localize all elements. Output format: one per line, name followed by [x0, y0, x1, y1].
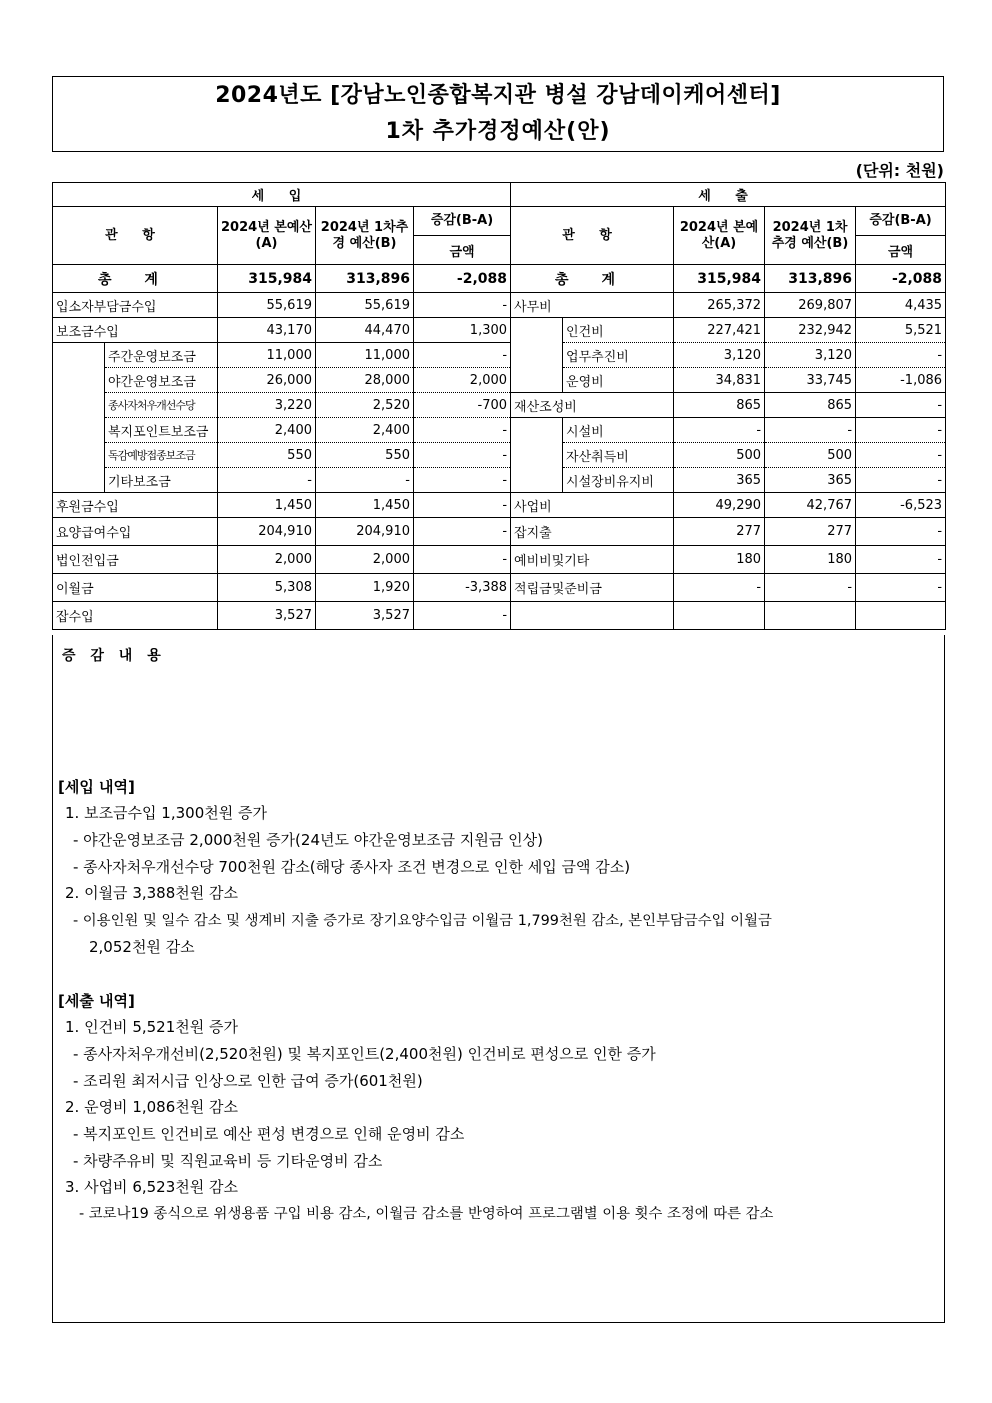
expense-empty-label [511, 602, 674, 630]
income-amount-header: 금액 [414, 236, 511, 265]
expense-note-line: - 종사자처우개선비(2,520천원) 및 복지포인트(2,400천원) 인건비로 편성으로 인한 증가 [73, 1045, 656, 1063]
income-row-a: 43,170 [218, 318, 316, 343]
income-indent-cell [53, 343, 105, 493]
expense-row-a: - [674, 418, 765, 443]
expense-empty-diff [856, 602, 946, 630]
income-row-diff: 1,300 [414, 318, 511, 343]
income-notes-title: [세입 내역] [58, 778, 135, 796]
expense-row-diff: 5,521 [856, 318, 946, 343]
unit-label: (단위: 천원) [855, 161, 944, 180]
income-row-b: 1,450 [316, 493, 414, 518]
expense-row-a: 265,372 [674, 293, 765, 318]
income-row-b: 2,000 [316, 546, 414, 574]
income-row-diff: - [414, 343, 511, 368]
expense-row-a: 865 [674, 393, 765, 418]
income-total-b: 313,896 [316, 265, 414, 293]
expense-row-b: - [765, 574, 856, 602]
income-row-b: 3,527 [316, 602, 414, 630]
income-row-label: 기타보조금 [105, 468, 218, 493]
expense-row-label: 업무추진비 [563, 343, 674, 368]
income-header: 세 입 [53, 183, 511, 207]
income-row-a: 204,910 [218, 518, 316, 546]
expense-note-line: 1. 인건비 5,521천원 증가 [65, 1018, 238, 1036]
income-row-diff: -3,388 [414, 574, 511, 602]
notes-section [52, 635, 945, 1323]
expense-amount-header: 금액 [856, 236, 946, 265]
income-row-label: 요양급여수입 [53, 518, 218, 546]
income-note-line: 1. 보조금수입 1,300천원 증가 [65, 804, 267, 822]
expense-row-a: 3,120 [674, 343, 765, 368]
page-subtitle: 1차 추가경정예산(안) [385, 119, 611, 144]
income-row-label: 종사자처우개선수당 [105, 393, 218, 418]
table-row [53, 574, 946, 602]
income-row-label: 보조금수입 [53, 318, 218, 343]
expense-row-a: 227,421 [674, 318, 765, 343]
budget-table [52, 182, 946, 630]
expense-row-label: 사업비 [511, 493, 674, 518]
income-row-a: 55,619 [218, 293, 316, 318]
expense-row-b: 277 [765, 518, 856, 546]
expense-row-label: 자산취득비 [563, 443, 674, 468]
expense-row-diff: - [856, 574, 946, 602]
expense-gwanhang-header: 관 항 [511, 207, 674, 265]
income-row-diff: - [414, 602, 511, 630]
table-row [53, 468, 946, 493]
income-row-diff: - [414, 493, 511, 518]
expense-row-diff: - [856, 393, 946, 418]
income-row-b: 55,619 [316, 293, 414, 318]
income-row-label: 잡수입 [53, 602, 218, 630]
income-row-b: 44,470 [316, 318, 414, 343]
income-note-line: 2. 이월금 3,388천원 감소 [65, 884, 238, 902]
table-row [53, 368, 946, 393]
income-note-line: - 종사자처우개선수당 700천원 감소(해당 종사자 조건 변경으로 인한 세입 금액 감소) [73, 858, 631, 876]
expense-row-label: 재산조성비 [511, 393, 674, 418]
table-row [53, 443, 946, 468]
expense-empty-a [674, 602, 765, 630]
expense-row-diff: - [856, 518, 946, 546]
page-title: 2024년도 [강남노인종합복지관 병설 강남데이케어센터] [215, 83, 781, 108]
income-row-a: 2,000 [218, 546, 316, 574]
expense-row-label: 적립금및준비금 [511, 574, 674, 602]
expense-row-diff: -1,086 [856, 368, 946, 393]
expense-row-a: 34,831 [674, 368, 765, 393]
expense-row-label: 인건비 [563, 318, 674, 343]
income-row-diff: - [414, 293, 511, 318]
income-note-line: 2,052천원 감소 [89, 938, 195, 956]
income-row-a: 1,450 [218, 493, 316, 518]
table-row [53, 343, 946, 368]
income-row-diff: - [414, 468, 511, 493]
expense-row-b: 180 [765, 546, 856, 574]
expense-row-diff: -6,523 [856, 493, 946, 518]
income-col-b-header: 2024년 1차추경 예산(B) [316, 207, 414, 265]
expense-row-diff: - [856, 468, 946, 493]
expense-row-b: 269,807 [765, 293, 856, 318]
expense-row-b: 42,767 [765, 493, 856, 518]
income-total-label: 총 계 [53, 265, 218, 293]
expense-row-label: 사무비 [511, 293, 674, 318]
expense-empty-b [765, 602, 856, 630]
expense-row-label: 운영비 [563, 368, 674, 393]
expense-row-a: 277 [674, 518, 765, 546]
expense-note-line: - 코로나19 종식으로 위생용품 구입 비용 감소, 이월금 감소를 반영하여 프로그램별 이용 횟수 조정에 따른 감소 [79, 1206, 774, 1222]
expense-col-b-header: 2024년 1차추경 예산(B) [765, 207, 856, 265]
expense-row-label: 시설비 [563, 418, 674, 443]
expense-row-b: 500 [765, 443, 856, 468]
expense-indent-cell [511, 318, 563, 393]
table-row [53, 602, 946, 630]
table-row [53, 418, 946, 443]
income-total-a: 315,984 [218, 265, 316, 293]
income-total-diff: -2,088 [414, 265, 511, 293]
income-row-label: 법인전입금 [53, 546, 218, 574]
title-box [52, 76, 944, 152]
income-row-diff: - [414, 443, 511, 468]
income-row-diff: - [414, 418, 511, 443]
income-row-diff: -700 [414, 393, 511, 418]
income-row-a: 550 [218, 443, 316, 468]
expense-row-b: 232,942 [765, 318, 856, 343]
income-row-label: 입소자부담금수입 [53, 293, 218, 318]
income-row-b: 2,400 [316, 418, 414, 443]
expense-total-diff: -2,088 [856, 265, 946, 293]
income-diff-header: 증감(B-A) [414, 207, 511, 236]
expense-note-line: - 차량주유비 및 직원교육비 등 기타운영비 감소 [73, 1152, 383, 1170]
expense-row-b: 3,120 [765, 343, 856, 368]
expense-row-b: 865 [765, 393, 856, 418]
expense-row-diff: 4,435 [856, 293, 946, 318]
expense-header: 세 출 [511, 183, 946, 207]
expense-row-label: 시설장비유지비 [563, 468, 674, 493]
table-row [53, 546, 946, 574]
income-row-label: 복지포인트보조금 [105, 418, 218, 443]
notes-heading: 증 감 내 용 [62, 648, 166, 664]
income-col-a-header: 2024년 본예산(A) [218, 207, 316, 265]
expense-note-line: 2. 운영비 1,086천원 감소 [65, 1098, 238, 1116]
income-row-b: 2,520 [316, 393, 414, 418]
expense-indent-cell [511, 418, 563, 493]
income-row-diff: - [414, 518, 511, 546]
expense-row-diff: - [856, 546, 946, 574]
income-row-a: 3,220 [218, 393, 316, 418]
expense-row-label: 잡지출 [511, 518, 674, 546]
expense-row-b: - [765, 418, 856, 443]
income-row-b: 550 [316, 443, 414, 468]
expense-total-label: 총 계 [511, 265, 674, 293]
income-row-b: 28,000 [316, 368, 414, 393]
income-row-b: 11,000 [316, 343, 414, 368]
income-row-b: 204,910 [316, 518, 414, 546]
income-row-a: 26,000 [218, 368, 316, 393]
table-row [53, 293, 946, 318]
expense-total-b: 313,896 [765, 265, 856, 293]
expense-row-a: - [674, 574, 765, 602]
expense-total-a: 315,984 [674, 265, 765, 293]
expense-row-diff: - [856, 418, 946, 443]
expense-row-b: 33,745 [765, 368, 856, 393]
expense-row-label: 예비비및기타 [511, 546, 674, 574]
expense-row-diff: - [856, 343, 946, 368]
expense-notes-title: [세출 내역] [58, 992, 135, 1010]
expense-row-a: 365 [674, 468, 765, 493]
expense-row-a: 49,290 [674, 493, 765, 518]
income-row-label: 후원금수입 [53, 493, 218, 518]
income-row-label: 야간운영보조금 [105, 368, 218, 393]
expense-note-line: - 복지포인트 인건비로 예산 편성 변경으로 인해 운영비 감소 [73, 1125, 465, 1143]
income-row-diff: 2,000 [414, 368, 511, 393]
income-row-a: 3,527 [218, 602, 316, 630]
income-row-label: 독감예방접종보조금 [105, 443, 218, 468]
income-row-label: 이월금 [53, 574, 218, 602]
table-row [53, 493, 946, 518]
income-note-line: - 이용인원 및 일수 감소 및 생계비 지출 증가로 장기요양수입금 이월금 1,799천원 감소, 본인부담금수입 이월금 [73, 913, 772, 929]
income-gwanhang-header: 관 항 [53, 207, 218, 265]
expense-note-line: - 조리원 최저시급 인상으로 인한 급여 증가(601천원) [73, 1072, 423, 1090]
expense-diff-header: 증감(B-A) [856, 207, 946, 236]
income-note-line: - 야간운영보조금 2,000천원 증가(24년도 야간운영보조금 지원금 인상) [73, 831, 544, 849]
income-row-diff: - [414, 546, 511, 574]
expense-row-b: 365 [765, 468, 856, 493]
expense-row-a: 500 [674, 443, 765, 468]
table-row [53, 518, 946, 546]
income-row-b: 1,920 [316, 574, 414, 602]
income-row-a: 2,400 [218, 418, 316, 443]
income-row-a: 11,000 [218, 343, 316, 368]
income-row-a: - [218, 468, 316, 493]
expense-row-diff: - [856, 443, 946, 468]
expense-col-a-header: 2024년 본예산(A) [674, 207, 765, 265]
table-row [53, 318, 946, 343]
expense-row-a: 180 [674, 546, 765, 574]
expense-note-line: 3. 사업비 6,523천원 감소 [65, 1178, 238, 1196]
income-row-b: - [316, 468, 414, 493]
table-row [53, 393, 946, 418]
income-row-a: 5,308 [218, 574, 316, 602]
income-row-label: 주간운영보조금 [105, 343, 218, 368]
